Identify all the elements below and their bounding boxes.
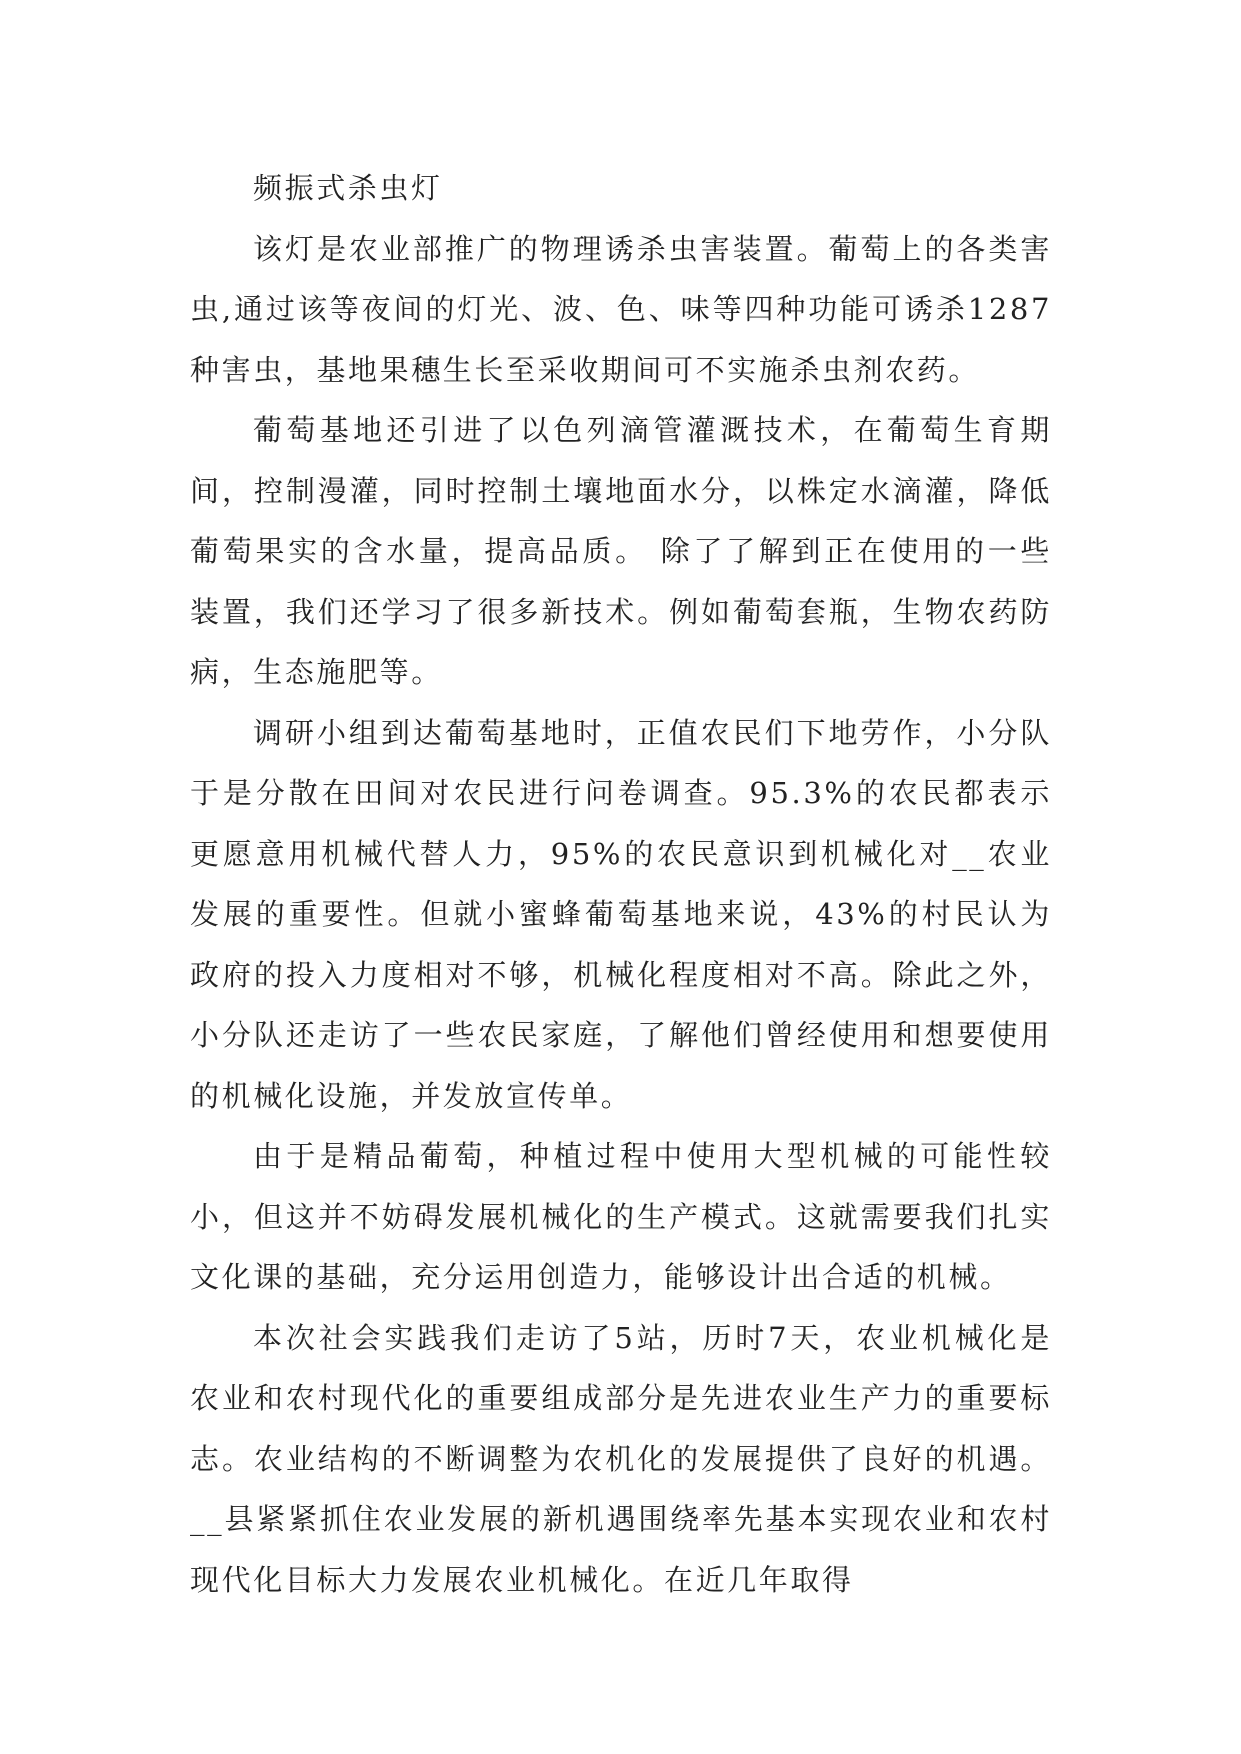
paragraph: 该灯是农业部推广的物理诱杀虫害装置。葡萄上的各类害虫,通过该等夜间的灯光、波、色、味等四种功能可诱杀1287种害虫，基地果穗生长至采收期间可不实施杀虫剂农药。 xyxy=(190,231,1052,387)
paragraph: 由于是精品葡萄，种植过程中使用大型机械的可能性较小，但这并不妨碍发展机械化的生产模式。这就需要我们扎实文化课的基础，充分运用创造力，能够设计出合适的机械。 xyxy=(190,1139,1052,1294)
paragraph-heading: 频振式杀虫灯 xyxy=(253,171,443,205)
paragraph: 本次社会实践我们走访了5站，历时7天，农业机械化是农业和农村现代化的重要组成部分是先进农业生产力的重要标志。农业结构的不断调整为农机化的发展提供了良好的机遇。__县紧紧抓住农业发展的新机遇围绕率先基本实现农业和农村现代化目标大力发展农业机械化。在近几年取得 xyxy=(190,1320,1052,1597)
document-body xyxy=(190,158,1052,1610)
paragraph: 葡萄基地还引进了以色列滴管灌溉技术，在葡萄生育期间，控制漫灌，同时控制土壤地面水分，以株定水滴灌，降低葡萄果实的含水量，提高品质。 除了了解到正在使用的一些装置，我们还学习了很多新技术。例如葡萄套瓶，生物农药防病，生态施肥等。 xyxy=(190,413,1052,689)
paragraph: 调研小组到达葡萄基地时，正值农民们下地劳作，小分队于是分散在田间对农民进行问卷调查。95.3%的农民都表示更愿意用机械代替人力，95%的农民意识到机械化对__农业发展的重要性。但就小蜜蜂葡萄基地来说，43%的村民认为政府的投入力度相对不够，机械化程度相对不高。除此之外，小分队还走访了一些农民家庭，了解他们曾经使用和想要使用的机械化设施，并发放宣传单。 xyxy=(190,715,1052,1113)
